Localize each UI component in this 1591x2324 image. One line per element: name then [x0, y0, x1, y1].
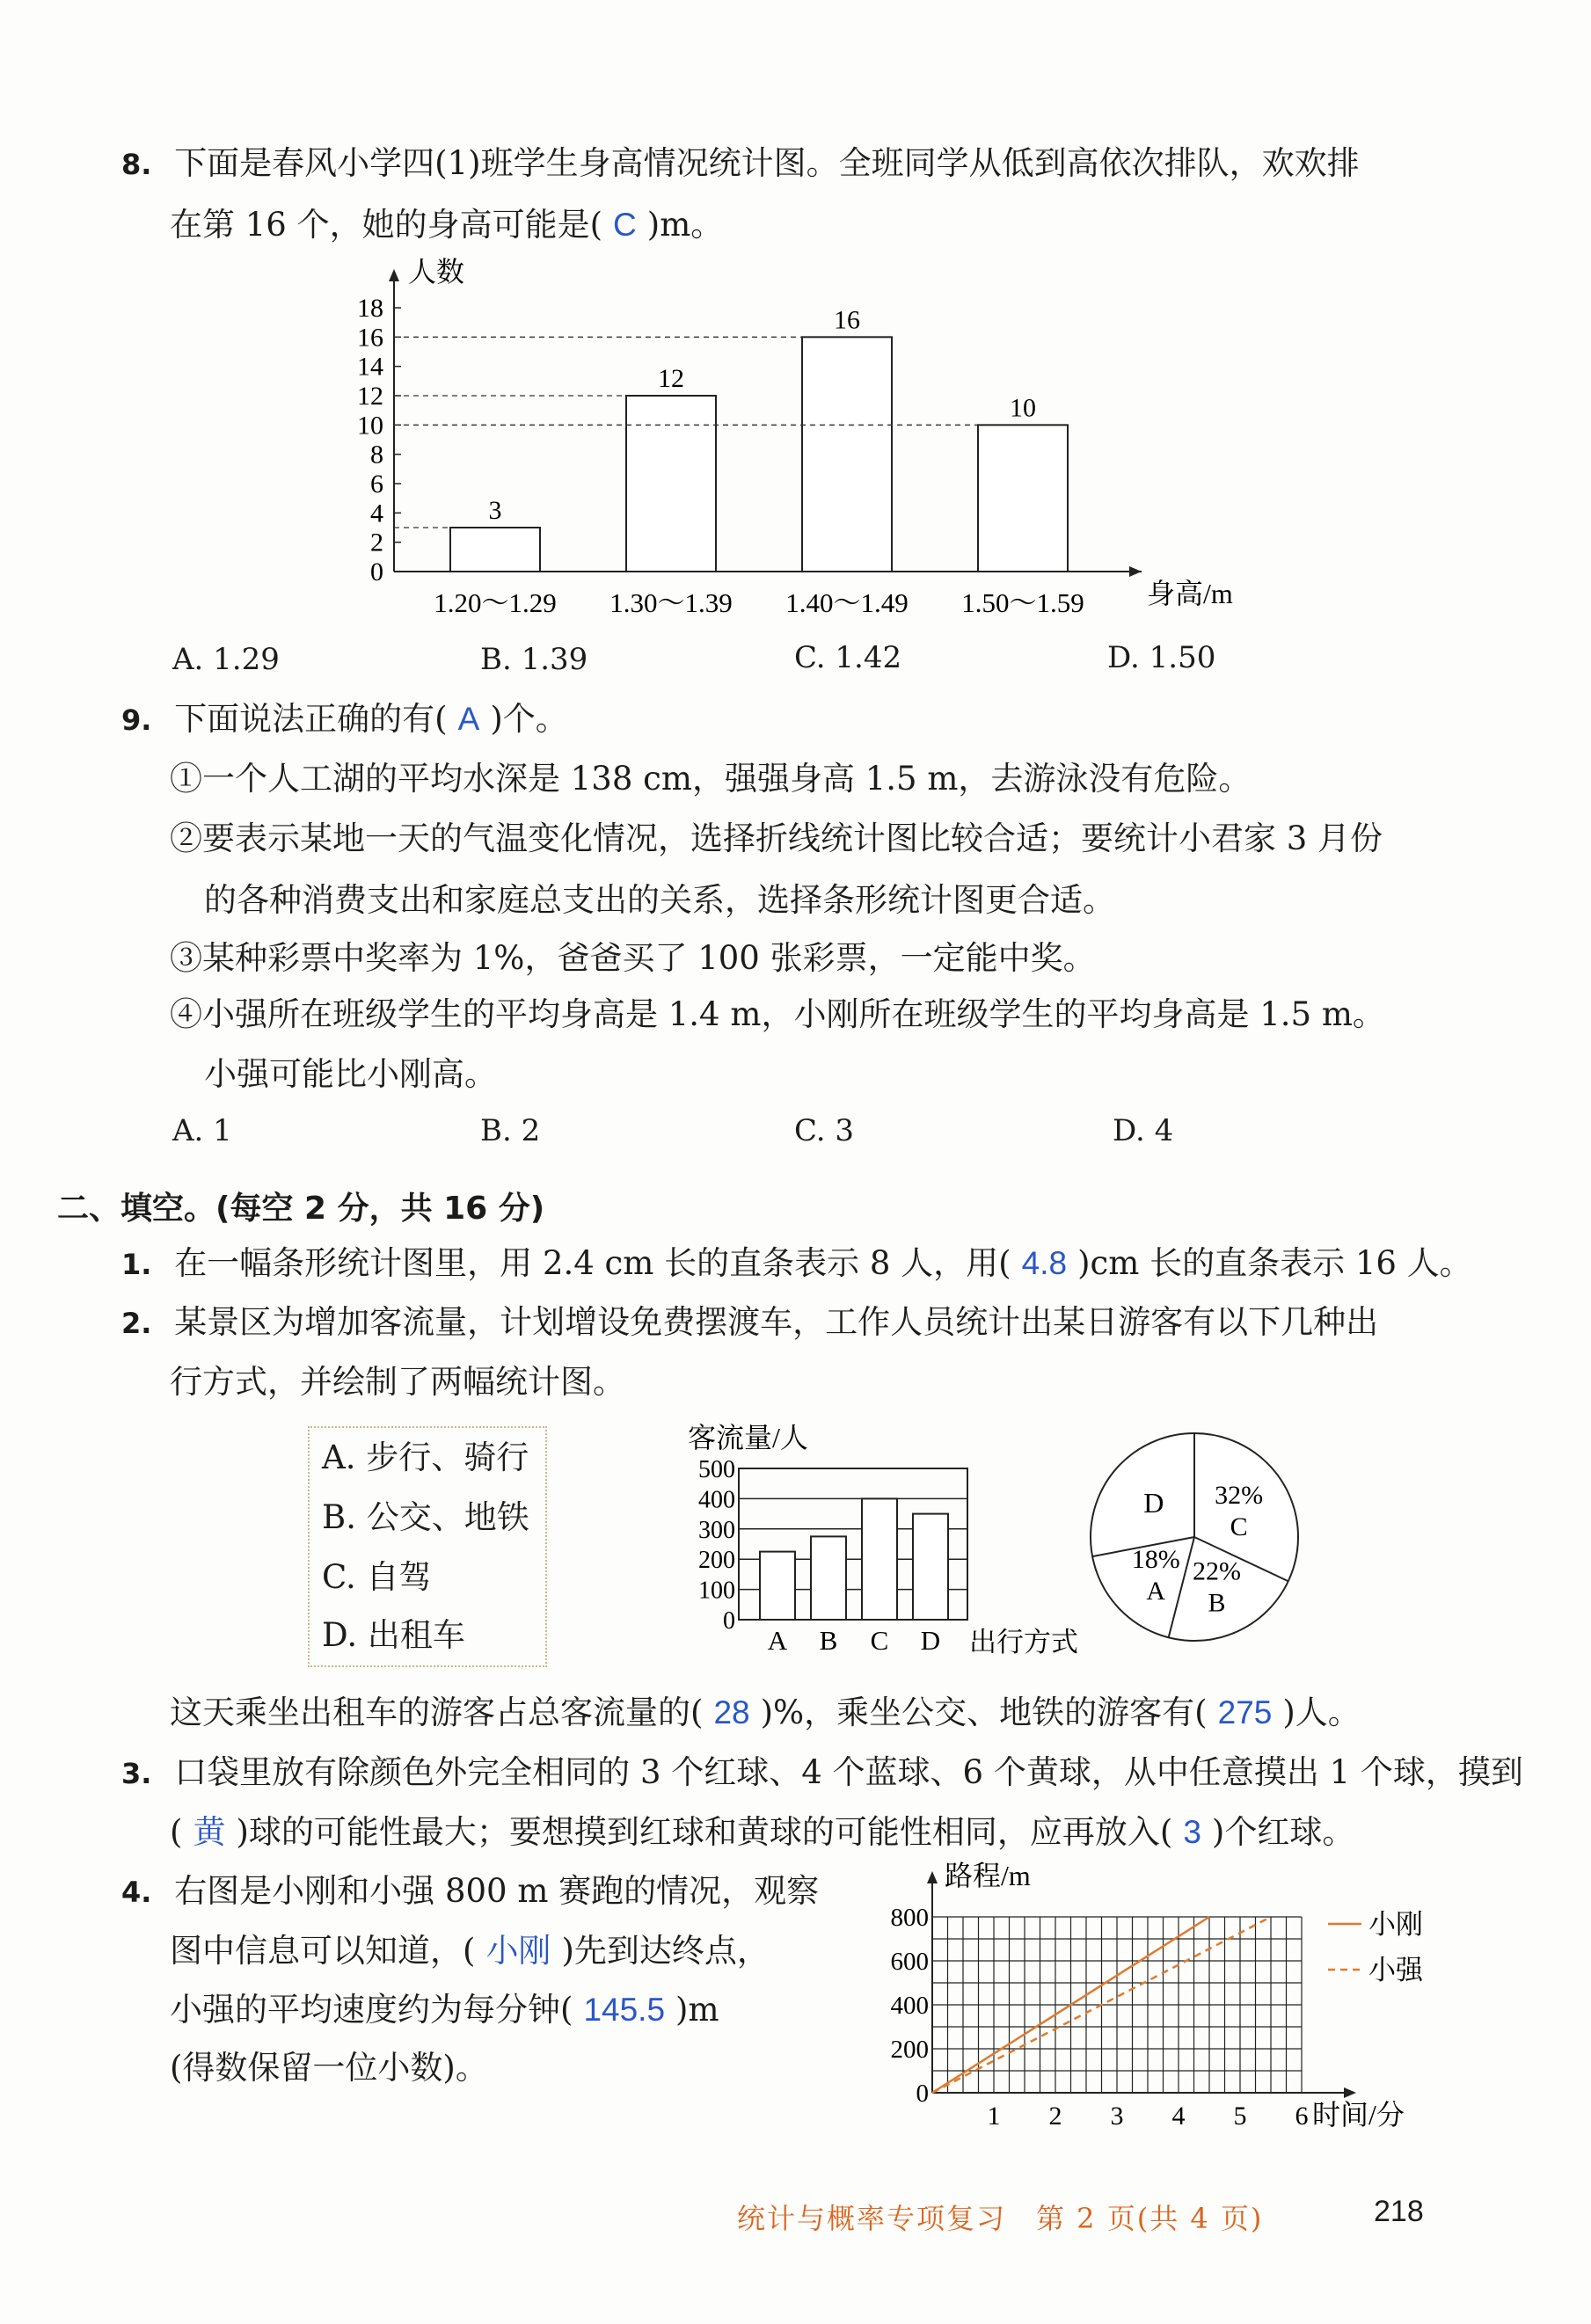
x-tick-label: 4 — [1171, 2102, 1186, 2131]
y-tick-label: 18 — [357, 294, 383, 323]
y-tick-label: 500 — [698, 1456, 735, 1483]
q9-option-c[interactable]: C. 3 — [794, 1113, 855, 1148]
f4-text-line2-post: )先到达终点， — [561, 1932, 770, 1970]
bar-value-label: 12 — [658, 364, 684, 393]
f3-number: 3. — [121, 1757, 152, 1790]
legend-item-d: D. 出租车 — [322, 1616, 465, 1654]
x-axis-arrow — [1129, 566, 1142, 577]
pie-slice-label: A — [1146, 1577, 1166, 1606]
bar-0 — [450, 528, 540, 572]
q9-option-a[interactable]: A. 1 — [172, 1113, 232, 1148]
y-tick-label: 0 — [916, 2080, 929, 2108]
legend-label: 小强 — [1368, 1955, 1423, 1985]
category-label: D — [920, 1625, 941, 1656]
f4-answer-2: 145.5 — [583, 1992, 666, 2028]
section-title: 二、填空。(每空 2 分，共 16 分) — [57, 1191, 545, 1227]
q9-number: 9. — [121, 703, 152, 737]
q9-option-d[interactable]: D. 4 — [1113, 1113, 1174, 1148]
y-tick-label: 200 — [698, 1547, 735, 1575]
category-label: B — [819, 1625, 838, 1656]
legend-item-a: A. 步行、骑行 — [322, 1439, 529, 1476]
x-tick-label: 3 — [1110, 2102, 1124, 2131]
f4-text-line3-post: )m — [675, 1991, 719, 2029]
q9-option-b[interactable]: B. 2 — [480, 1113, 541, 1148]
q8-option-c[interactable]: C. 1.42 — [794, 640, 902, 675]
footer-text: 统计与概率专项复习 第 2 页(共 4 页) — [737, 2202, 1264, 2235]
height-bar-chart — [325, 255, 1266, 624]
x-tick-label: 5 — [1233, 2102, 1247, 2131]
f1-number: 1. — [121, 1248, 152, 1281]
f2-answer-2: 275 — [1217, 1694, 1273, 1730]
f4-line1 — [121, 1870, 819, 1913]
q9-statement-1: ①一个人工湖的平均水深是 138 cm，强强身高 1.5 m，去游泳没有危险。 — [170, 760, 1252, 798]
q8-line1 — [121, 142, 1360, 186]
y-axis-label: 客流量/人 — [688, 1422, 808, 1453]
x-tick-label: 1 — [987, 2102, 1001, 2131]
pie-slice-percent: 22% — [1193, 1556, 1242, 1586]
y-tick-label: 16 — [357, 323, 383, 353]
q8-option-d[interactable]: D. 1.50 — [1107, 640, 1216, 675]
f3-text-pre: ( — [170, 1813, 183, 1851]
pie-slice-label: C — [1230, 1512, 1248, 1541]
legend-label: 小刚 — [1368, 1909, 1423, 1940]
category-label: C — [870, 1625, 889, 1656]
x-axis-label: 身高/m — [1147, 578, 1233, 609]
y-tick-label: 400 — [890, 1992, 929, 2020]
category-label: 1.40～1.49 — [785, 587, 909, 618]
f2-text-mid: )%，乘坐公交、地铁的游客有( — [760, 1694, 1208, 1731]
race-line-chart — [888, 1855, 1451, 2146]
pie-slice-percent: 18% — [1131, 1545, 1180, 1575]
f2-text-post: )人。 — [1282, 1694, 1361, 1731]
bar-value-label: 16 — [834, 305, 860, 335]
y-tick-label: 0 — [723, 1607, 735, 1635]
bar-C — [862, 1498, 897, 1620]
bar-D — [913, 1514, 948, 1620]
page-number: 218 — [1374, 2195, 1424, 2228]
passenger-flow-bar-chart — [668, 1416, 1108, 1679]
bar-1 — [626, 396, 716, 572]
x-tick-label: 6 — [1295, 2102, 1309, 2131]
f4-line3 — [170, 1989, 719, 2031]
f4-line4: (得数保留一位小数)。 — [170, 2049, 488, 2087]
y-tick-label: 12 — [357, 382, 383, 411]
y-axis-label: 路程/m — [945, 1860, 1031, 1891]
y-tick-label: 200 — [890, 2036, 929, 2064]
f2-answer-1: 28 — [713, 1694, 750, 1730]
f4-text-line2-pre: 图中信息可以知道，( — [170, 1932, 476, 1970]
q9-answer: A — [457, 701, 480, 737]
f2-line2: 行方式，并绘制了两幅统计图。 — [170, 1363, 625, 1401]
y-tick-label: 100 — [698, 1577, 735, 1605]
f3-line2 — [170, 1811, 1354, 1854]
f1-line — [121, 1242, 1472, 1286]
bar-value-label: 3 — [488, 496, 502, 525]
y-tick-label: 4 — [370, 499, 383, 528]
f3-text-mid: )球的可能性最大；要想摸到红球和黄球的可能性相同，应再放入( — [236, 1813, 1173, 1851]
bar-B — [811, 1536, 846, 1620]
f4-text-line1: 右图是小刚和小强 800 m 赛跑的情况，观察 — [174, 1872, 820, 1910]
pie-slice-label: B — [1208, 1588, 1226, 1618]
q8-option-a[interactable]: A. 1.29 — [172, 642, 280, 677]
bar-2 — [802, 337, 892, 572]
y-axis-label: 人数 — [408, 256, 465, 288]
legend-item-b: B. 公交、地铁 — [322, 1498, 529, 1536]
q8-number: 8. — [121, 148, 152, 181]
y-tick-label: 300 — [698, 1516, 735, 1544]
f3-line1 — [121, 1752, 1523, 1795]
q8-line2 — [170, 204, 723, 246]
f2-text-pre: 这天乘坐出租车的游客占总客流量的( — [170, 1694, 704, 1731]
q9-text-post: )个。 — [490, 700, 568, 738]
x-axis-label: 时间/分 — [1312, 2099, 1405, 2131]
f4-answer-1: 小刚 — [485, 1933, 551, 1969]
q9-statement-4a: ④小强所在班级学生的平均身高是 1.4 m，小刚所在班级学生的平均身高是 1.5 m。 — [170, 995, 1385, 1033]
y-axis-arrow — [389, 269, 399, 281]
y-tick-label: 800 — [890, 1904, 929, 1932]
y-tick-label: 0 — [370, 557, 383, 586]
category-label: A — [767, 1625, 788, 1656]
x-axis-label: 出行方式 — [969, 1627, 1078, 1657]
f2-number: 2. — [121, 1307, 152, 1340]
q8-text-post: )m。 — [646, 206, 724, 244]
x-tick-label: 2 — [1048, 2102, 1062, 2131]
category-label: 1.30～1.39 — [609, 587, 733, 618]
q9-statement-3: ③某种彩票中奖率为 1%，爸爸买了 100 张彩票，一定能中奖。 — [170, 939, 1096, 977]
x-axis-arrow — [1344, 2087, 1356, 2098]
y-tick-label: 2 — [370, 528, 383, 557]
legend-item-c: C. 自驾 — [322, 1558, 432, 1596]
f4-line2 — [170, 1930, 770, 1972]
y-tick-label: 10 — [357, 411, 383, 441]
q8-text-pre: 在第 16 个，她的身高可能是( — [170, 206, 603, 244]
f1-text-post: )cm 长的直条表示 16 人。 — [1077, 1244, 1472, 1282]
f3-text-post: )个红球。 — [1211, 1813, 1355, 1851]
bar-value-label: 10 — [1010, 393, 1036, 423]
travel-mode-legend — [308, 1426, 547, 1667]
q8-text-line1: 下面是春风小学四(1)班学生身高情况统计图。全班同学从低到高依次排队，欢欢排 — [174, 144, 1360, 182]
q9-statement-2b: 的各种消费支出和家庭总支出的关系，选择条形统计图更合适。 — [204, 881, 1115, 919]
q8-option-b[interactable]: B. 1.39 — [480, 642, 588, 677]
bar-3 — [978, 425, 1068, 572]
f1-answer: 4.8 — [1021, 1245, 1068, 1281]
f2-text-line1: 某景区为增加客流量，计划增设免费摆渡车，工作人员统计出某日游客有以下几种出 — [174, 1303, 1379, 1341]
y-tick-label: 400 — [698, 1486, 735, 1514]
q8-answer: C — [613, 207, 637, 243]
f1-text-pre: 在一幅条形统计图里，用 2.4 cm 长的直条表示 8 人，用( — [174, 1244, 1011, 1282]
pie-slice-label: D — [1143, 1486, 1164, 1519]
y-tick-label: 600 — [890, 1948, 929, 1976]
y-tick-label: 6 — [370, 470, 383, 499]
f3-answer-1: 黄 — [193, 1814, 226, 1850]
f4-text-line3-pre: 小强的平均速度约为每分钟( — [170, 1991, 573, 2029]
q9-text-pre: 下面说法正确的有( — [174, 700, 448, 738]
f3-answer-2: 3 — [1183, 1814, 1201, 1850]
q9-statement-2a: ②要表示某地一天的气温变化情况，选择折线统计图比较合适；要统计小君家 3 月份 — [170, 820, 1383, 857]
travel-mode-pie-chart — [1080, 1423, 1309, 1651]
y-tick-label: 14 — [357, 352, 383, 382]
y-axis-arrow — [927, 1871, 938, 1883]
pie-slice-percent: 32% — [1215, 1480, 1264, 1510]
f3-text-line1: 口袋里放有除颜色外完全相同的 3 个红球、4 个蓝球、6 个黄球，从中任意摸出 1 个球，摸到 — [174, 1753, 1523, 1791]
bar-A — [760, 1552, 795, 1620]
f2-answer-line — [170, 1692, 1361, 1734]
category-label: 1.50～1.59 — [961, 587, 1084, 618]
q9-stem — [121, 698, 568, 741]
f4-number: 4. — [121, 1876, 152, 1909]
category-label: 1.20～1.29 — [434, 587, 557, 618]
q9-statement-4b: 小强可能比小刚高。 — [204, 1055, 497, 1093]
f2-line1 — [121, 1301, 1378, 1344]
y-tick-label: 8 — [370, 440, 383, 470]
